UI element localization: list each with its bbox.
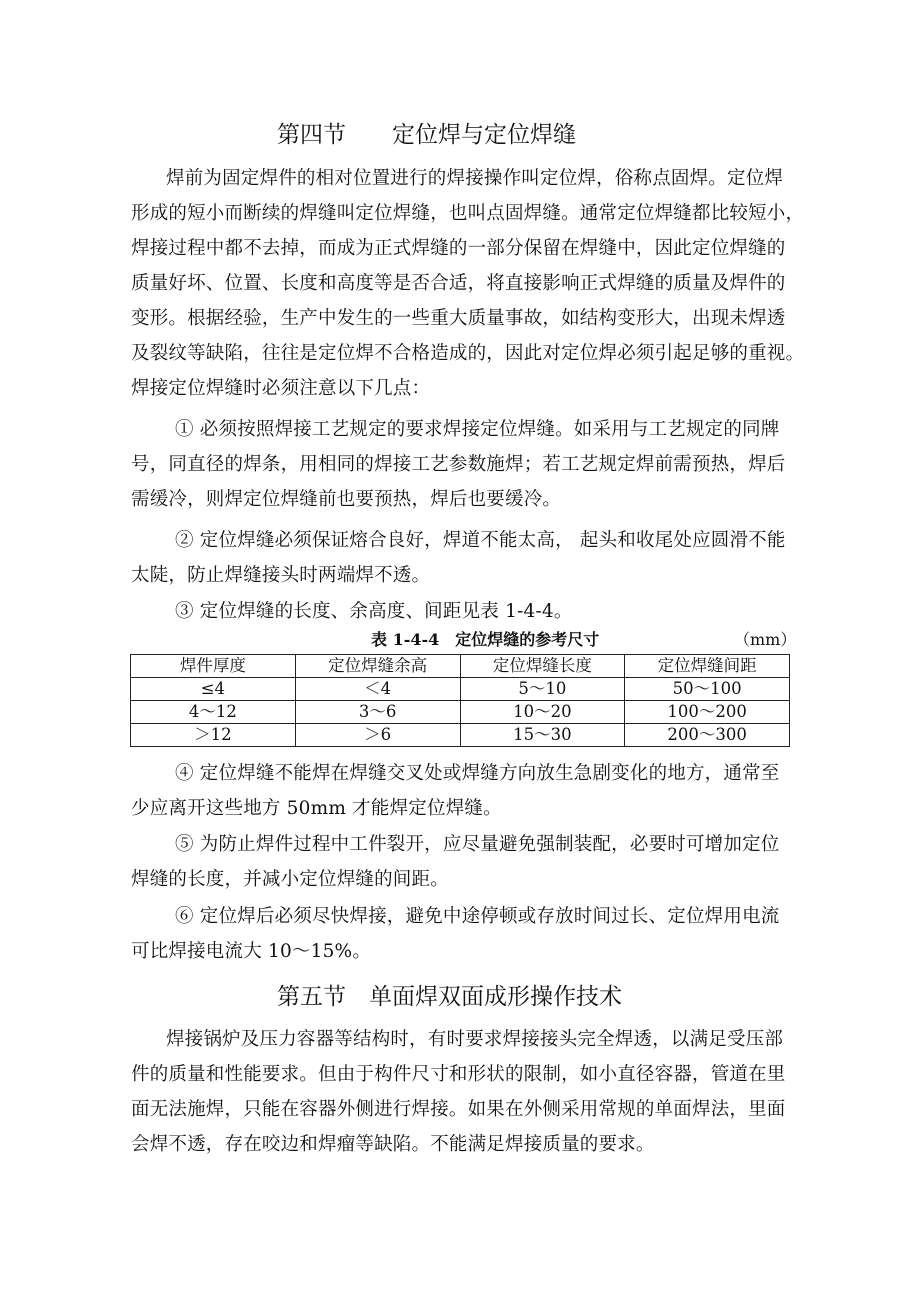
- table-caption: 表 1-4-4 定位焊缝的参考尺寸: [371, 630, 600, 649]
- table-row: [131, 724, 790, 747]
- paragraph-line: 焊接定位焊缝时必须注意以下几点：: [131, 378, 431, 399]
- reference-size-table: [130, 654, 790, 747]
- table-header-row: [131, 655, 790, 678]
- table-cell: ≤4: [131, 678, 296, 701]
- point-1-line: 需缓冷，则焊定位焊缝前也要预热，焊后也要缓冷。: [131, 489, 562, 510]
- table-cell: ＜4: [295, 678, 460, 701]
- table-row: [131, 701, 790, 724]
- paragraph-line: 焊接过程中都不去掉，而成为正式焊缝的一部分保留在焊缝中，因此定位焊缝的: [131, 238, 786, 259]
- point-6-line: ⑥ 定位焊后必须尽快焊接，避免中途停顿或存放时间过长、定位焊用电流: [175, 906, 780, 927]
- table-cell: 5～10: [460, 678, 625, 701]
- paragraph-line: 面无法施焊，只能在容器外侧进行焊接。如果在外侧采用常规的单面焊法，里面: [131, 1099, 786, 1120]
- point-2-line: ② 定位焊缝必须保证熔合良好，焊道不能太高， 起头和收尾处应圆滑不能: [175, 530, 786, 551]
- table-cell: 10～20: [460, 701, 625, 724]
- table-cell: 4～12: [131, 701, 296, 724]
- point-4-line: 少应离开这些地方 50mm 才能焊定位焊缝。: [131, 798, 502, 819]
- paragraph-line: 焊接锅炉及压力容器等结构时，有时要求焊接接头完全焊透，以满足受压部: [166, 1029, 784, 1050]
- table-unit: （mm）: [734, 630, 797, 649]
- point-5-line: 焊缝的长度，并减小定位焊缝的间距。: [131, 869, 449, 890]
- table-cell: 50～100: [625, 678, 790, 701]
- table-header-cell: 定位焊缝长度: [460, 655, 625, 678]
- table-row: [131, 678, 790, 701]
- paragraph-line: 会焊不透，存在咬边和焊瘤等缺陷。不能满足焊接质量的要求。: [131, 1134, 655, 1155]
- point-1-line: 号，同直径的焊条，用相同的焊接工艺参数施焊；若工艺规定焊前需预热，焊后: [131, 454, 786, 475]
- point-6-line: 可比焊接电流大 10～15%。: [131, 941, 372, 962]
- point-1-line: ① 必须按照焊接工艺规定的要求焊接定位焊缝。如采用与工艺规定的同牌: [175, 419, 780, 440]
- table-cell: 200～300: [625, 724, 790, 747]
- table-header-cell: 定位焊缝余高: [295, 655, 460, 678]
- point-5-line: ⑤ 为防止焊件过程中工件裂开，应尽量避免强制装配，必要时可增加定位: [175, 834, 780, 855]
- point-2-line: 太陡，防止焊缝接头时两端焊不透。: [131, 565, 431, 586]
- table-cell: 3～6: [295, 701, 460, 724]
- table-cell: ＞12: [131, 724, 296, 747]
- section-4-title: 第四节 定位焊与定位焊缝: [277, 122, 576, 148]
- point-3-line: ③ 定位焊缝的长度、余高度、间距见表 1-4-4。: [175, 601, 573, 622]
- paragraph-line: 及裂纹等缺陷，往往是定位焊不合格造成的，因此对定位焊必须引起足够的重视。: [131, 343, 805, 364]
- table-header-cell: 焊件厚度: [131, 655, 296, 678]
- paragraph-line: 质量好坏、位置、长度和高度等是否合适，将直接影响正式焊缝的质量及焊件的: [131, 273, 786, 294]
- paragraph-line: 件的质量和性能要求。但由于构件尺寸和形状的限制，如小直径容器，管道在里: [131, 1064, 786, 1085]
- table-cell: ＞6: [295, 724, 460, 747]
- point-4-line: ④ 定位焊缝不能焊在焊缝交叉处或焊缝方向放生急剧变化的地方，通常至: [175, 763, 780, 784]
- paragraph-line: 焊前为固定焊件的相对位置进行的焊接操作叫定位焊，俗称点固焊。定位焊: [166, 168, 784, 189]
- table-cell: 100～200: [625, 701, 790, 724]
- section-5-title: 第五节 单面焊双面成形操作技术: [277, 984, 622, 1010]
- paragraph-line: 形成的短小而断续的焊缝叫定位焊缝，也叫点固焊缝。通常定位焊缝都比较短小，: [131, 203, 805, 224]
- table-header-cell: 定位焊缝间距: [625, 655, 790, 678]
- table-cell: 15～30: [460, 724, 625, 747]
- paragraph-line: 变形。根据经验，生产中发生的一些重大质量事故，如结构变形大，出现未焊透: [131, 308, 786, 329]
